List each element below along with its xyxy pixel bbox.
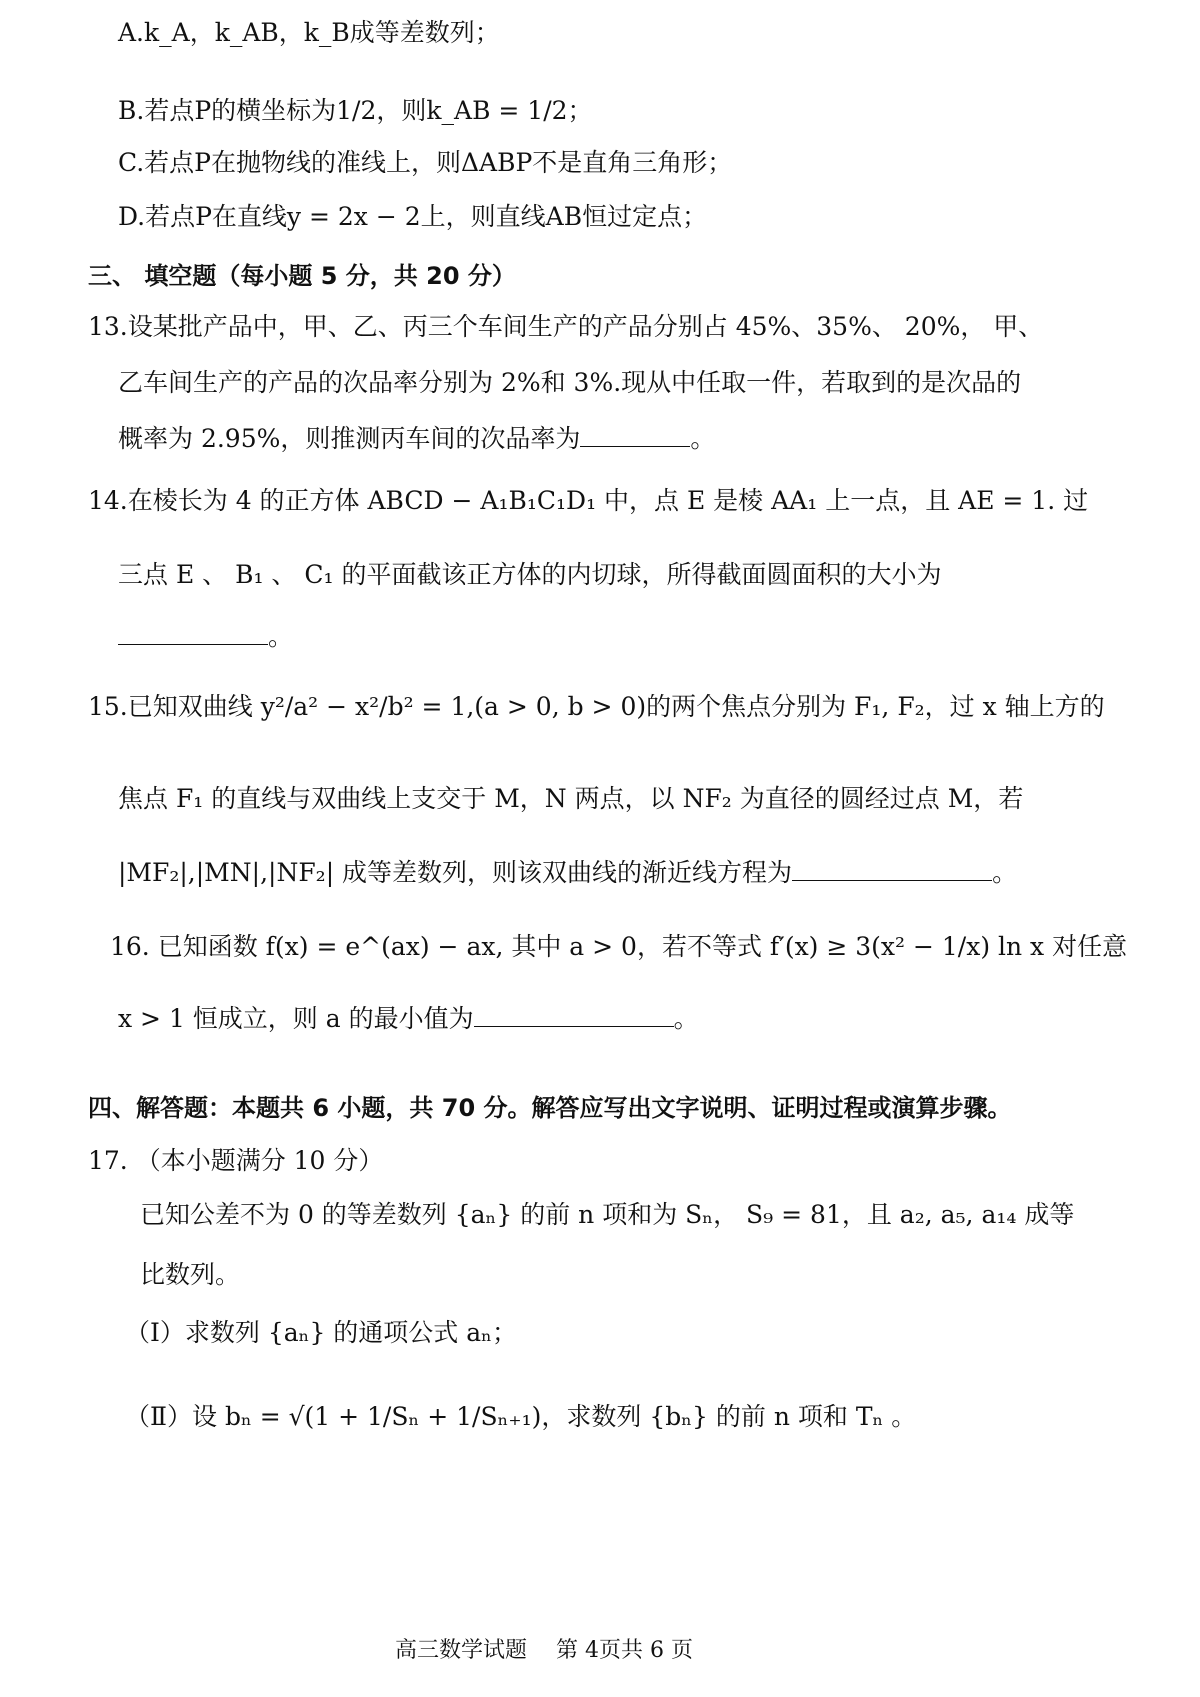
q13-line-1: 13.设某批产品中，甲、乙、丙三个车间生产的产品分别占 45%、35%、 20%， 甲、 [88,312,1044,341]
q13-end: 。 [690,424,716,453]
q14-line-2: 三点 E 、 B₁ 、 C₁ 的平面截该正方体的内切球，所得截面圆面积的大小为 [118,560,942,589]
option-b: B.若点P的横坐标为1/2，则k_AB = 1/2； [118,96,593,125]
option-a: A.k_A，k_AB，k_B成等差数列； [118,18,500,47]
section-3-title: 三、 填空题（每小题 5 分，共 20 分） [88,262,516,290]
q14-answer-blank[interactable] [118,643,268,645]
q13-answer-blank[interactable] [580,445,690,447]
q15-end: 。 [992,858,1018,887]
q13-text: 概率为 2.95%，则推测丙车间的次品率为 [118,424,581,453]
q17-part-2: （Ⅱ）设 bₙ = √(1 + 1/Sₙ + 1/Sₙ₊₁)，求数列 {bₙ} 的前 n 项和 Tₙ 。 [125,1402,917,1431]
q17-line-2: 比数列。 [140,1260,241,1289]
q17-part-1: （Ⅰ）求数列 {aₙ} 的通项公式 aₙ； [125,1318,517,1347]
q15-line-2: 焦点 F₁ 的直线与双曲线上支交于 M，N 两点，以 NF₂ 为直径的圆经过点 M，若 [118,784,1024,813]
q15-text: |MF₂|,|MN|,|NF₂| 成等差数列，则该双曲线的渐近线方程为 [118,858,793,887]
section-4-title: 四、解答题：本题共 6 小题，共 70 分。解答应写出文字说明、证明过程或演算步骤。 [88,1094,1012,1122]
page-footer: 高三数学试题 第 4页共 6 页 [395,1638,693,1663]
q14-line-1: 14.在棱长为 4 的正方体 ABCD − A₁B₁C₁D₁ 中，点 E 是棱 AA₁ 上一点，且 AE = 1. 过 [88,486,1089,515]
q15-line-3 [118,858,1017,888]
q13-line-3 [118,424,715,454]
q13-line-2: 乙车间生产的产品的次品率分别为 2%和 3%.现从中任取一件，若取到的是次品的 [118,368,1022,397]
q16-line-2 [118,1004,699,1034]
q17-header: 17. （本小题满分 10 分） [88,1146,384,1175]
q16-end: 。 [673,1004,699,1033]
q16-line-1: 16. 已知函数 f(x) = e^(ax) − ax, 其中 a > 0，若不等式 f′(x) ≥ 3(x² − 1/x) ln x 对任意 [110,932,1128,961]
option-d: D.若点P在直线y = 2x − 2上，则直线AB恒过定点； [118,202,708,231]
q14-end: 。 [268,622,294,651]
q15-line-1: 15.已知双曲线 y²/a² − x²/b² = 1,(a > 0, b > 0)的两个焦点分别为 F₁, F₂，过 x 轴上方的 [88,692,1105,721]
q14-line-3 [118,622,293,652]
option-c: C.若点P在抛物线的准线上，则ΔABP不是直角三角形； [118,148,733,177]
q17-line-1: 已知公差不为 0 的等差数列 {aₙ} 的前 n 项和为 Sₙ， S₉ = 81，且 a₂, a₅, a₁₄ 成等 [140,1200,1075,1229]
q16-answer-blank[interactable] [474,1025,674,1027]
q15-answer-blank[interactable] [792,879,992,881]
q16-text: x > 1 恒成立，则 a 的最小值为 [118,1004,474,1033]
